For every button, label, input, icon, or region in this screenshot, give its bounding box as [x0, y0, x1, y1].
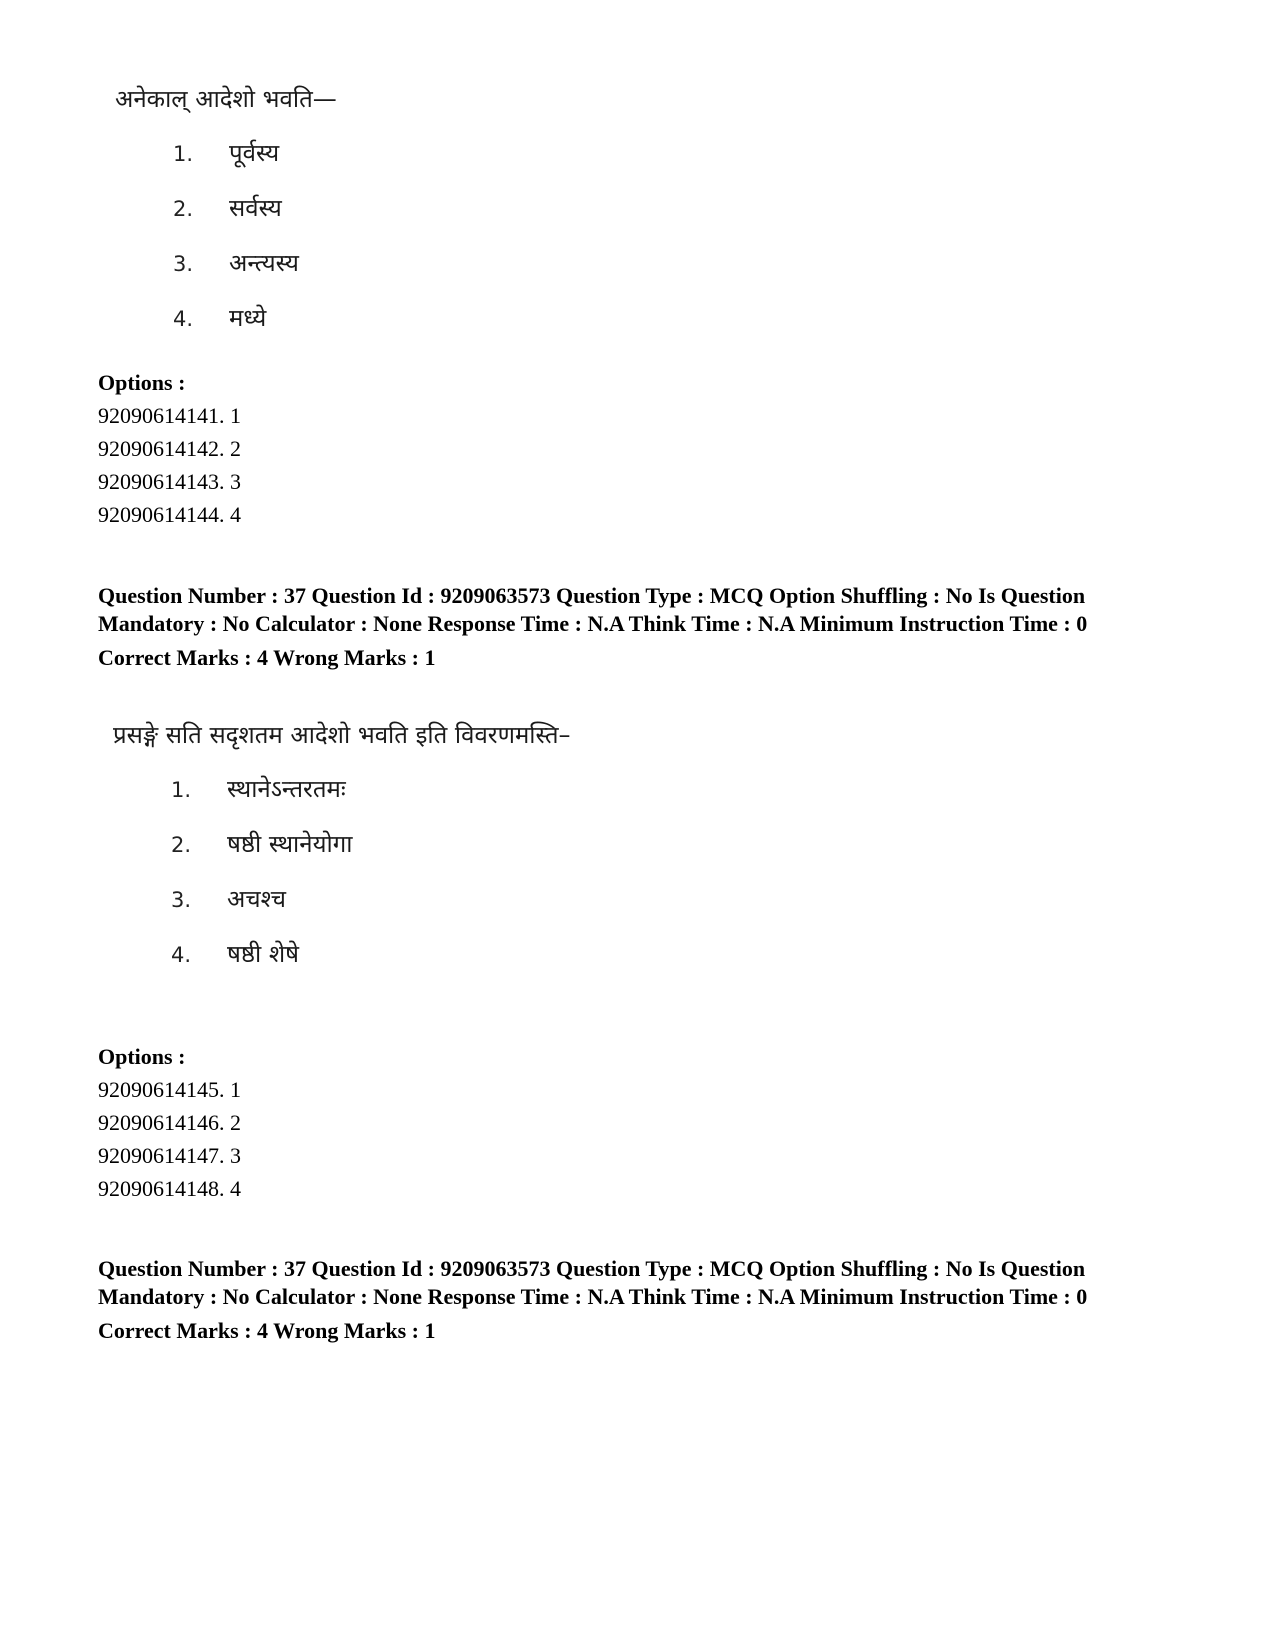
choice-item: [171, 884, 571, 915]
marks-line: Correct Marks : 4 Wrong Marks : 1: [98, 645, 436, 670]
option-line: 92090614144. 4: [98, 502, 241, 527]
option-line: 92090614146. 2: [98, 1110, 241, 1135]
option-line: 92090614148. 4: [98, 1176, 241, 1201]
options-heading: Options :: [98, 1044, 186, 1069]
choice-text: षष्ठी शेषे: [227, 940, 300, 968]
choice-number: 3.: [171, 888, 192, 912]
choice-number: 2.: [171, 833, 192, 857]
choice-item: [171, 829, 571, 860]
choice-item: [173, 303, 337, 334]
options-heading: Options :: [98, 370, 186, 395]
question-stem: अनेकाल् आदेशो भवति—: [115, 85, 337, 113]
choice-text: षष्ठी स्थानेयोगा: [227, 830, 353, 858]
choice-item: [173, 193, 337, 224]
choice-number: 3.: [173, 252, 194, 276]
option-line: 92090614143. 3: [98, 469, 241, 494]
choice-item: [171, 939, 571, 970]
choice-text: मध्ये: [229, 304, 267, 332]
choice-number: 4.: [171, 943, 192, 967]
choice-number: 2.: [173, 197, 194, 221]
question-meta-1: [98, 582, 1188, 672]
choice-item: [171, 774, 571, 805]
question-meta-2: [98, 1255, 1188, 1345]
marks-line: Correct Marks : 4 Wrong Marks : 1: [98, 1318, 436, 1343]
question-meta-text: Question Number : 37 Question Id : 9209063573 Question Type : MCQ Option Shuffling : No Is Question Mandatory : No Calculator : None Response Time : N.A Think Time : N.A Minimum Instruction Time : 0: [98, 583, 1088, 636]
options-list-2: [98, 1040, 241, 1205]
choice-text: स्थानेऽन्तरतमः: [227, 775, 346, 803]
choice-text: सर्वस्य: [229, 194, 282, 222]
option-line: 92090614141. 1: [98, 403, 241, 428]
question-image-1: [115, 84, 337, 334]
choice-text: अन्त्यस्य: [229, 249, 299, 277]
question-stem: प्रसङ्गे सति सदृशतम आदेशो भवति इति विवरणमस्ति–: [113, 721, 571, 749]
option-line: 92090614142. 2: [98, 436, 241, 461]
choice-item: [173, 138, 337, 169]
choice-item: [173, 248, 337, 279]
option-line: 92090614147. 3: [98, 1143, 241, 1168]
question-image-2: [113, 720, 571, 970]
choice-number: 4.: [173, 307, 194, 331]
choice-number: 1.: [173, 142, 194, 166]
options-list-1: [98, 366, 241, 531]
choice-number: 1.: [171, 778, 192, 802]
option-line: 92090614145. 1: [98, 1077, 241, 1102]
choice-text: अचश्च: [227, 885, 287, 913]
question-meta-text: Question Number : 37 Question Id : 9209063573 Question Type : MCQ Option Shuffling : No Is Question Mandatory : No Calculator : None Response Time : N.A Think Time : N.A Minimum Instruction Time : 0: [98, 1256, 1088, 1309]
choice-text: पूर्वस्य: [229, 139, 280, 167]
